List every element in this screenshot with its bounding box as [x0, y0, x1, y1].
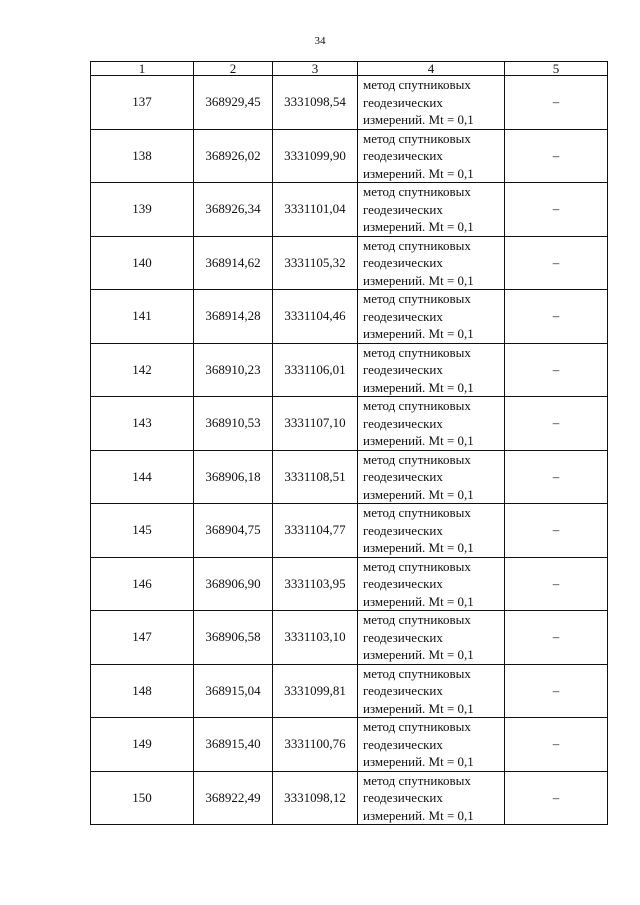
- method-text-line: метод спутниковых: [363, 291, 471, 306]
- point-number-cell: 149: [91, 718, 194, 772]
- method-cell: [358, 664, 505, 718]
- column-header-2: 2: [194, 62, 273, 76]
- point-number-cell: 147: [91, 611, 194, 665]
- y-coordinate-cell: 3331103,95: [273, 557, 358, 611]
- table-body: [91, 76, 608, 825]
- point-number-cell: 141: [91, 290, 194, 344]
- x-coordinate-cell: 368929,45: [194, 76, 273, 130]
- method-cell: [358, 557, 505, 611]
- point-number-cell: 144: [91, 450, 194, 504]
- method-text-line: метод спутниковых: [363, 558, 471, 574]
- coordinates-table: [90, 61, 608, 825]
- x-coordinate-cell: 368922,49: [194, 771, 273, 825]
- method-text-line: геодезических: [363, 148, 443, 163]
- method-text-line: метод спутниковых: [363, 612, 471, 627]
- x-coordinate-cell: 368926,34: [194, 183, 273, 237]
- x-coordinate-cell: 368904,75: [194, 504, 273, 558]
- method-text-line: геодезических: [363, 629, 443, 645]
- column-header-4: 4: [358, 62, 505, 76]
- y-coordinate-cell: 3331103,10: [273, 611, 358, 665]
- y-coordinate-cell: 3331099,81: [273, 664, 358, 718]
- y-coordinate-cell: 3331106,01: [273, 343, 358, 397]
- point-number-cell: 140: [91, 236, 194, 290]
- point-number-cell: 139: [91, 183, 194, 237]
- point-number-cell: 143: [91, 397, 194, 451]
- point-number-cell: 148: [91, 664, 194, 718]
- method-cell: [358, 611, 505, 665]
- method-text-line: метод спутниковых: [363, 772, 471, 788]
- note-cell: –: [505, 450, 608, 504]
- note-cell: –: [505, 611, 608, 665]
- x-coordinate-cell: 368926,02: [194, 129, 273, 183]
- method-text-line: измерений. Mt = 0,1: [363, 754, 474, 769]
- table-row: [91, 129, 608, 183]
- method-text-line: метод спутниковых: [363, 130, 471, 146]
- method-cell: [358, 450, 505, 504]
- y-coordinate-cell: 3331100,76: [273, 718, 358, 772]
- note-cell: –: [505, 290, 608, 344]
- point-number-cell: 145: [91, 504, 194, 558]
- x-coordinate-cell: 368906,90: [194, 557, 273, 611]
- note-cell: –: [505, 129, 608, 183]
- method-text-line: метод спутниковых: [363, 344, 471, 360]
- method-cell: [358, 718, 505, 772]
- method-text-line: измерений. Mt = 0,1: [363, 540, 474, 555]
- column-header-3: 3: [273, 62, 358, 76]
- x-coordinate-cell: 368906,18: [194, 450, 273, 504]
- y-coordinate-cell: 3331098,54: [273, 76, 358, 130]
- method-text-line: измерений. Mt = 0,1: [363, 219, 474, 234]
- method-text-line: измерений. Mt = 0,1: [363, 593, 474, 609]
- note-cell: –: [505, 557, 608, 611]
- y-coordinate-cell: 3331104,77: [273, 504, 358, 558]
- table-row: [91, 183, 608, 237]
- y-coordinate-cell: 3331099,90: [273, 129, 358, 183]
- method-cell: [358, 771, 505, 825]
- y-coordinate-cell: 3331104,46: [273, 290, 358, 344]
- x-coordinate-cell: 368915,40: [194, 718, 273, 772]
- table-row: [91, 771, 608, 825]
- method-text-line: метод спутниковых: [363, 665, 471, 681]
- y-coordinate-cell: 3331098,12: [273, 771, 358, 825]
- method-text-line: метод спутниковых: [363, 451, 471, 467]
- table-row: [91, 397, 608, 451]
- y-coordinate-cell: 3331108,51: [273, 450, 358, 504]
- note-cell: –: [505, 397, 608, 451]
- method-text-line: измерений. Mt = 0,1: [363, 433, 474, 448]
- column-header-5: 5: [505, 62, 608, 76]
- method-text-line: измерений. Mt = 0,1: [363, 112, 474, 127]
- x-coordinate-cell: 368910,23: [194, 343, 273, 397]
- method-cell: [358, 504, 505, 558]
- note-cell: –: [505, 183, 608, 237]
- x-coordinate-cell: 368906,58: [194, 611, 273, 665]
- method-cell: [358, 129, 505, 183]
- method-text-line: геодезических: [363, 522, 443, 538]
- y-coordinate-cell: 3331107,10: [273, 397, 358, 451]
- table-row: [91, 557, 608, 611]
- method-text-line: геодезических: [363, 736, 443, 752]
- table-row: [91, 450, 608, 504]
- method-text-line: геодезических: [363, 415, 443, 431]
- method-text-line: метод спутниковых: [363, 398, 471, 413]
- method-text-line: метод спутниковых: [363, 237, 471, 253]
- method-text-line: измерений. Mt = 0,1: [363, 326, 474, 341]
- method-cell: [358, 290, 505, 344]
- method-text-line: метод спутниковых: [363, 184, 471, 199]
- table-header-row: [91, 62, 608, 76]
- column-header-1: 1: [91, 62, 194, 76]
- method-cell: [358, 76, 505, 130]
- table-row: [91, 718, 608, 772]
- point-number-cell: 138: [91, 129, 194, 183]
- point-number-cell: 142: [91, 343, 194, 397]
- x-coordinate-cell: 368914,62: [194, 236, 273, 290]
- method-text-line: метод спутниковых: [363, 505, 471, 520]
- point-number-cell: 137: [91, 76, 194, 130]
- method-text-line: измерений. Mt = 0,1: [363, 272, 474, 288]
- table-row: [91, 290, 608, 344]
- method-cell: [358, 183, 505, 237]
- x-coordinate-cell: 368910,53: [194, 397, 273, 451]
- table-row: [91, 664, 608, 718]
- method-cell: [358, 236, 505, 290]
- note-cell: –: [505, 236, 608, 290]
- method-text-line: метод спутниковых: [363, 719, 471, 734]
- point-number-cell: 150: [91, 771, 194, 825]
- table-row: [91, 504, 608, 558]
- method-text-line: измерений. Mt = 0,1: [363, 807, 474, 823]
- method-text-line: геодезических: [363, 255, 443, 270]
- table-row: [91, 343, 608, 397]
- method-cell: [358, 397, 505, 451]
- method-text-line: геодезических: [363, 683, 443, 698]
- method-text-line: геодезических: [363, 576, 443, 591]
- note-cell: –: [505, 718, 608, 772]
- method-text-line: измерений. Mt = 0,1: [363, 486, 474, 502]
- method-text-line: геодезических: [363, 201, 443, 217]
- method-text-line: измерений. Mt = 0,1: [363, 165, 474, 181]
- method-text-line: геодезических: [363, 94, 443, 110]
- method-cell: [358, 343, 505, 397]
- method-text-line: измерений. Mt = 0,1: [363, 700, 474, 716]
- method-text-line: геодезических: [363, 362, 443, 377]
- note-cell: –: [505, 664, 608, 718]
- x-coordinate-cell: 368914,28: [194, 290, 273, 344]
- page-number: 34: [314, 35, 326, 47]
- y-coordinate-cell: 3331101,04: [273, 183, 358, 237]
- table-row: [91, 76, 608, 130]
- y-coordinate-cell: 3331105,32: [273, 236, 358, 290]
- method-text-line: геодезических: [363, 469, 443, 484]
- note-cell: –: [505, 343, 608, 397]
- table-row: [91, 236, 608, 290]
- note-cell: –: [505, 76, 608, 130]
- note-cell: –: [505, 771, 608, 825]
- method-text-line: геодезических: [363, 790, 443, 805]
- point-number-cell: 146: [91, 557, 194, 611]
- x-coordinate-cell: 368915,04: [194, 664, 273, 718]
- method-text-line: измерений. Mt = 0,1: [363, 647, 474, 662]
- method-text-line: геодезических: [363, 308, 443, 324]
- method-text-line: метод спутниковых: [363, 77, 471, 92]
- table-row: [91, 611, 608, 665]
- note-cell: –: [505, 504, 608, 558]
- method-text-line: измерений. Mt = 0,1: [363, 379, 474, 395]
